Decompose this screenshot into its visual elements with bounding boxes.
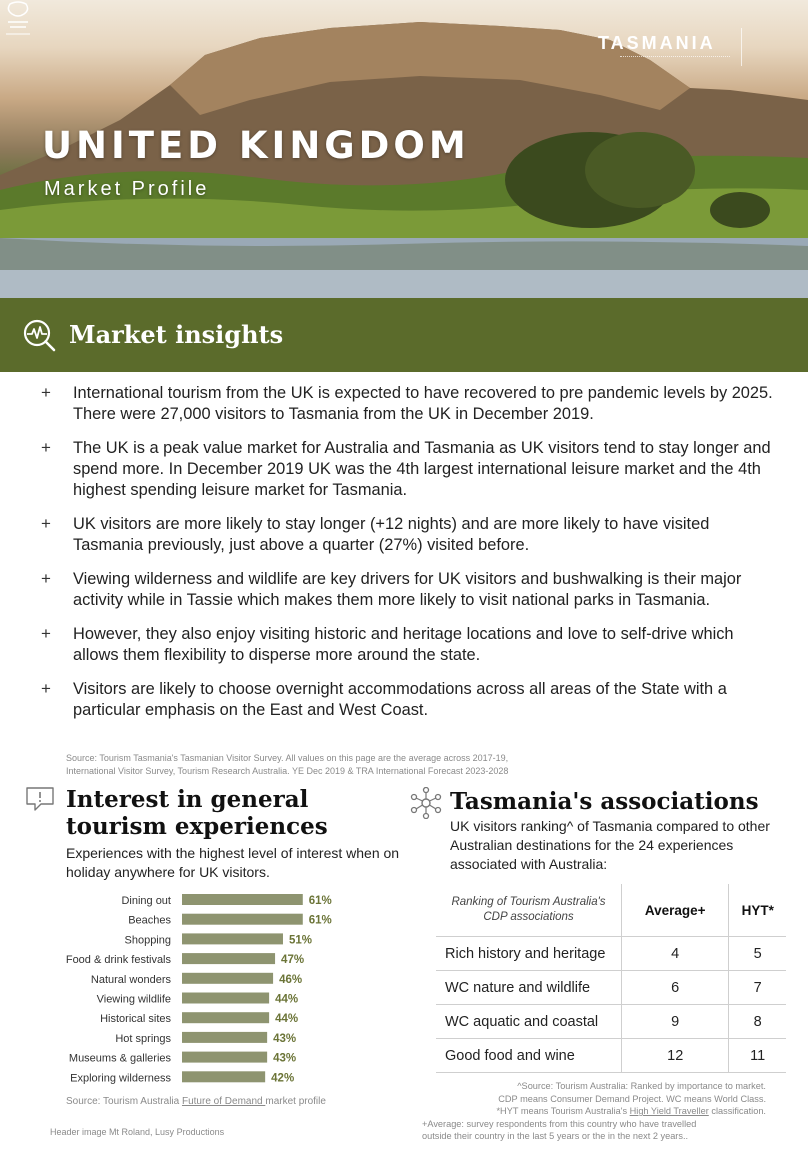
chart-value-label: 61%: [308, 895, 332, 907]
interest-source-note: [66, 1096, 326, 1107]
chart-bar: [182, 1071, 265, 1082]
table-cell: 4: [622, 937, 729, 971]
market-insights-header: [0, 298, 808, 372]
associations-table: [436, 884, 786, 1073]
chart-value-label: 44%: [275, 1013, 299, 1026]
chart-bar: [182, 894, 303, 905]
table-cell: 8: [729, 1005, 786, 1039]
list-item-text: Visitors are likely to choose overnight accommodations across all areas of the State with a particular emphasis on the East and West Coast.: [73, 680, 727, 719]
page-subtitle: Market Profile: [44, 178, 210, 200]
table-cell: 9: [622, 1005, 729, 1039]
chart-bar: [182, 973, 273, 984]
chart-category-label: Historical sites: [100, 1013, 171, 1026]
table-cell: 12: [622, 1039, 729, 1073]
list-item-text: The UK is a peak value market for Australia and Tasmania as UK visitors tend to stay longer and spend more. In December 2019 UK was the 4th largest international leisure market and the 4th highest spending leisure market for Tasmania.: [73, 439, 771, 499]
list-item: [0, 679, 808, 721]
column-header: HYT*: [729, 884, 786, 937]
note-prefix: *HYT means Tourism Australia's: [496, 1106, 630, 1116]
table-cell: 11: [729, 1039, 786, 1073]
chart-bar: [182, 1012, 269, 1023]
table-cell: 5: [729, 937, 786, 971]
source-prefix: Source: Tourism Australia: [66, 1096, 182, 1107]
plus-bullet-icon: +: [41, 514, 51, 533]
table-row: [436, 1005, 786, 1039]
table-cell: WC aquatic and coastal: [436, 1005, 622, 1039]
list-item: [0, 438, 808, 501]
insights-source-note: [66, 752, 606, 778]
source-suffix: market profile: [265, 1096, 326, 1107]
note-suffix: classification.: [708, 1106, 766, 1116]
chart-bar: [182, 1052, 267, 1063]
chart-category-label: Museums & galleries: [68, 1052, 171, 1065]
brand-divider: [741, 28, 742, 66]
future-of-demand-link[interactable]: Future of Demand: [181, 1096, 266, 1107]
speech-bubble-exclamation-icon: [25, 786, 55, 812]
table-cell: Good food and wine: [436, 1039, 622, 1073]
list-item-text: Viewing wilderness and wildlife are key drivers for UK visitors and bushwalking is their major activity while in Tassie which makes them more likely to visit national parks in Tasmania.: [73, 570, 742, 609]
list-item: [0, 569, 808, 611]
table-row: [436, 937, 786, 971]
insights-list: [0, 383, 808, 734]
chart-category-label: Beaches: [128, 914, 171, 927]
chart-value-label: 44%: [275, 993, 299, 1006]
high-yield-traveller-link[interactable]: High Yield Traveller: [629, 1106, 709, 1116]
associations-subtitle: UK visitors ranking^ of Tasmania compared to other Australian destinations for the 24 experiences associated with Australia:: [450, 818, 770, 872]
column-header: Average+: [622, 884, 729, 937]
chart-category-label: Natural wonders: [90, 973, 171, 986]
table-row: [436, 971, 786, 1005]
brand-wordmark: TASMANIA: [598, 33, 716, 53]
magnifier-pulse-icon: [22, 318, 56, 352]
list-item: [0, 624, 808, 666]
page-title: UNITED KINGDOM: [42, 124, 470, 167]
chart-value-label: 61%: [308, 914, 332, 927]
note-line: outside their country in the last 5 years or the in the next 2 years..: [422, 1131, 689, 1141]
interest-title: [66, 786, 386, 840]
list-item-text: International tourism from the UK is expected to have recovered to pre pandemic levels by 2025. There were 27,000 visitors to Tasmania from the UK in December 2019.: [73, 384, 773, 423]
network-nodes-icon: [410, 787, 442, 819]
tasmania-logo-icon: [0, 0, 36, 40]
note-line: [420, 1105, 766, 1118]
plus-bullet-icon: +: [41, 383, 51, 402]
list-item-text: However, they also enjoy visiting historic and heritage locations and love to self-drive which allows them flexibility to disperse more around the state.: [73, 625, 734, 664]
chart-category-label: Dining out: [121, 895, 171, 907]
chart-bar: [182, 933, 283, 944]
note-line: ^Source: Tourism Australia: Ranked by importance to market.: [517, 1081, 766, 1091]
plus-bullet-icon: +: [41, 569, 51, 588]
associations-notes: [420, 1080, 766, 1143]
source-line: Source: Tourism Tasmania's Tasmanian Visitor Survey. All values on this page are the average across 2017-19,: [66, 753, 509, 763]
plus-bullet-icon: +: [41, 624, 51, 643]
chart-value-label: 46%: [279, 973, 303, 986]
interest-title-line: tourism experiences: [66, 813, 328, 840]
interest-title-line: Interest in general: [66, 786, 309, 813]
brand-tagline-rule: [620, 56, 730, 60]
chart-bar: [182, 953, 275, 964]
table-cell: 7: [729, 971, 786, 1005]
note-line: +Average: survey respondents from this country who have travelled: [422, 1118, 697, 1129]
table-cell: WC nature and wildlife: [436, 971, 622, 1005]
chart-category-label: Hot springs: [115, 1032, 171, 1045]
section-heading: Market insights: [69, 320, 284, 349]
chart-category-label: Shopping: [124, 934, 171, 947]
table-header-row: [436, 884, 786, 937]
chart-value-label: 51%: [288, 934, 313, 947]
chart-value-label: 47%: [281, 954, 305, 967]
chart-bar: [182, 993, 269, 1004]
column-header: Ranking of Tourism Australia's CDP associations: [436, 884, 622, 937]
chart-bar: [182, 1032, 267, 1043]
note-line: CDP means Consumer Demand Project. WC means World Class.: [498, 1093, 766, 1104]
table-row: [436, 1039, 786, 1073]
interest-subtitle: Experiences with the highest level of interest when on holiday anywhere for UK visitors.: [66, 845, 400, 880]
list-item: [0, 514, 808, 556]
plus-bullet-icon: +: [41, 679, 51, 698]
plus-bullet-icon: +: [41, 438, 51, 457]
table-cell: 6: [622, 971, 729, 1005]
table-cell: Rich history and heritage: [436, 937, 622, 971]
chart-value-label: 43%: [273, 1052, 297, 1065]
interest-bar-chart: [0, 890, 430, 1090]
source-line: International Visitor Survey, Tourism Research Australia. YE Dec 2019 & TRA International Forecast 2023-2028: [66, 766, 509, 776]
associations-title: Tasmania's associations: [450, 788, 759, 815]
list-item: [0, 383, 808, 425]
chart-category-label: Food & drink festivals: [65, 954, 171, 967]
hero-banner: [0, 0, 808, 298]
chart-category-label: Viewing wildlife: [96, 993, 171, 1006]
list-item-text: UK visitors are more likely to stay longer (+12 nights) and are more likely to have visited Tasmania previously, just above a quarter (27%) visited before.: [73, 515, 710, 554]
chart-value-label: 43%: [273, 1032, 297, 1045]
chart-bar: [182, 914, 303, 925]
header-image-credit: Header image Mt Roland, Lusy Productions: [50, 1127, 225, 1137]
chart-value-label: 42%: [271, 1072, 295, 1085]
chart-category-label: Exploring wilderness: [70, 1072, 171, 1085]
